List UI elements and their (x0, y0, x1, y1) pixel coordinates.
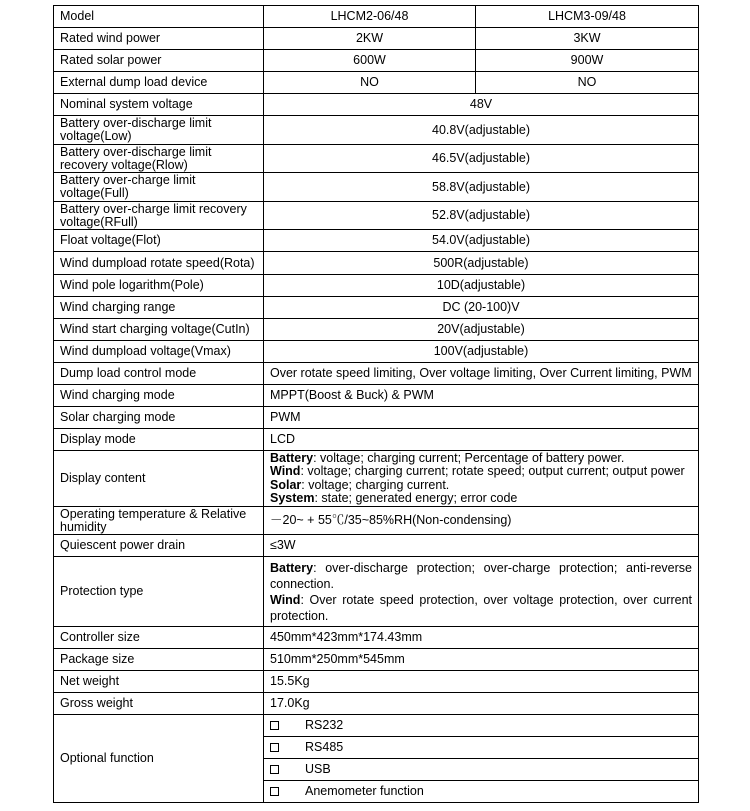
cell-value: 17.0Kg (264, 693, 699, 715)
row-label: Wind start charging voltage(CutIn) (54, 319, 264, 341)
table-row (54, 230, 699, 252)
row-label: Rated wind power (54, 28, 264, 50)
cell-value: 10D(adjustable) (264, 275, 699, 297)
model-1: LHCM2-06/48 (264, 6, 476, 28)
row-label: Display content (54, 451, 264, 507)
row-label: Controller size (54, 627, 264, 649)
protection-battery: Battery: over-discharge protection; over-charge protection; anti-reverse connection. (270, 560, 692, 591)
cell-value: NO (264, 72, 476, 94)
table-row (54, 173, 699, 202)
cell-value: Over rotate speed limiting, Over voltage limiting, Over Current limiting, PWM (264, 363, 699, 385)
table-row (54, 407, 699, 429)
checkbox-icon (270, 721, 279, 730)
row-label: Battery over-discharge limit voltage(Low) (54, 116, 264, 145)
table-row (54, 693, 699, 715)
cell-value: 900W (476, 50, 699, 72)
row-label: Rated solar power (54, 50, 264, 72)
cell-value: DC (20-100)V (264, 297, 699, 319)
table-row (54, 385, 699, 407)
display-line-battery: Battery: voltage; charging current; Percentage of battery power. (270, 450, 625, 465)
row-label: Quiescent power drain (54, 535, 264, 557)
cell-value: 450mm*423mm*174.43mm (264, 627, 699, 649)
row-label: Operating temperature & Relative humidity (54, 507, 264, 535)
checkbox-icon (270, 787, 279, 796)
cell-value: MPPT(Boost & Buck) & PWM (264, 385, 699, 407)
display-content-cell (264, 451, 699, 507)
row-label: Display mode (54, 429, 264, 451)
cell-value: 46.5V(adjustable) (264, 145, 699, 173)
table-row (54, 297, 699, 319)
option-anemometer: Anemometer function (264, 781, 698, 802)
cell-value: 48V (264, 94, 699, 116)
row-label: Gross weight (54, 693, 264, 715)
cell-value: NO (476, 72, 699, 94)
cell-value: LCD (264, 429, 699, 451)
row-label: Battery over-discharge limit recovery voltage(Rlow) (54, 145, 264, 173)
option-usb: USB (264, 759, 698, 781)
table-row (54, 715, 699, 803)
table-row (54, 28, 699, 50)
table-row (54, 429, 699, 451)
table-row (54, 507, 699, 535)
row-label: Float voltage(Flot) (54, 230, 264, 252)
row-label: Package size (54, 649, 264, 671)
protection-wind: Wind: Over rotate speed protection, over voltage protection, over current protection. (270, 592, 692, 623)
display-line-system: System: state; generated energy; error code (270, 491, 518, 505)
cell-value: PWM (264, 407, 699, 429)
option-rs232: RS232 (264, 715, 698, 737)
cell-value: －20~ + 55℃/35~85%RH(Non-condensing) (264, 507, 699, 535)
table-row (54, 252, 699, 275)
row-label: Battery over-charge limit recovery voltage(RFull) (54, 202, 264, 230)
model-2: LHCM3-09/48 (476, 6, 699, 28)
table-row (54, 72, 699, 94)
cell-value: 15.5Kg (264, 671, 699, 693)
row-label: Wind dumpload rotate speed(Rota) (54, 252, 264, 275)
cell-value: 500R(adjustable) (264, 252, 699, 275)
row-label: Wind charging mode (54, 385, 264, 407)
cell-value: ≤3W (264, 535, 699, 557)
cell-value: 2KW (264, 28, 476, 50)
checkbox-icon (270, 743, 279, 752)
row-label: Protection type (54, 557, 264, 627)
table-row (54, 557, 699, 627)
row-label: Solar charging mode (54, 407, 264, 429)
cell-value: 3KW (476, 28, 699, 50)
cell-value: 40.8V(adjustable) (264, 116, 699, 145)
row-label: External dump load device (54, 72, 264, 94)
row-label: Wind dumpload voltage(Vmax) (54, 341, 264, 363)
row-label: Net weight (54, 671, 264, 693)
optional-cell (264, 715, 699, 803)
cell-value: 58.8V(adjustable) (264, 173, 699, 202)
table-row (54, 275, 699, 297)
table-row (54, 319, 699, 341)
table-row (54, 145, 699, 173)
cell-value: 100V(adjustable) (264, 341, 699, 363)
row-label: Nominal system voltage (54, 94, 264, 116)
row-label: Wind pole logarithm(Pole) (54, 275, 264, 297)
cell-value: 510mm*250mm*545mm (264, 649, 699, 671)
table-row (54, 202, 699, 230)
cell-value: 54.0V(adjustable) (264, 230, 699, 252)
table-row (54, 94, 699, 116)
cell-value: 20V(adjustable) (264, 319, 699, 341)
protection-cell (264, 557, 699, 627)
table-row (54, 50, 699, 72)
display-line-wind: Wind: voltage; charging current; rotate speed; output current; output power (270, 464, 685, 478)
table-row (54, 649, 699, 671)
display-line-solar: Solar: voltage; charging current. (270, 477, 450, 492)
cell-value: 600W (264, 50, 476, 72)
table-row (54, 535, 699, 557)
table-row (54, 341, 699, 363)
row-label: Wind charging range (54, 297, 264, 319)
option-rs485: RS485 (264, 737, 698, 759)
row-label: Dump load control mode (54, 363, 264, 385)
table-row (54, 671, 699, 693)
table-row (54, 627, 699, 649)
spec-table (53, 5, 699, 803)
table-row (54, 116, 699, 145)
table-row (54, 6, 699, 28)
table-row (54, 451, 699, 507)
row-label: Model (54, 6, 264, 28)
cell-value: 52.8V(adjustable) (264, 202, 699, 230)
checkbox-icon (270, 765, 279, 774)
row-label: Optional function (54, 715, 264, 803)
row-label: Battery over-charge limit voltage(Full) (54, 173, 264, 202)
table-row (54, 363, 699, 385)
